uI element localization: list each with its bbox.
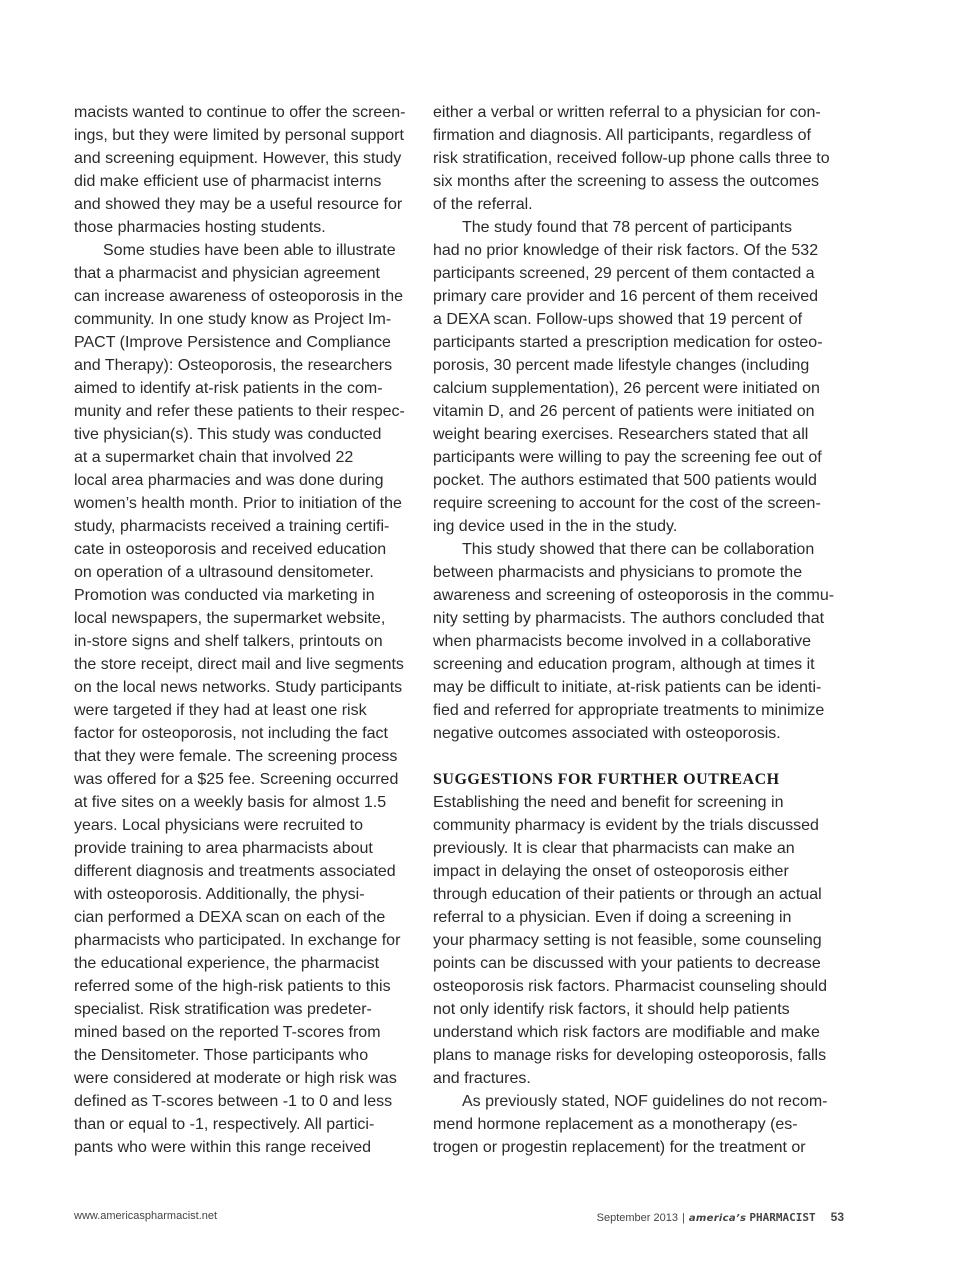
body-text-line: impact in delaying the onset of osteoporosis either <box>433 863 789 880</box>
body-text-line: years. Local physicians were recruited to <box>74 817 364 834</box>
body-text-line: study, pharmacists received a training certifi- <box>74 518 390 535</box>
body-text-line: between pharmacists and physicians to promote the <box>433 564 803 581</box>
body-text-line: pharmacists who participated. In exchange for <box>74 932 401 949</box>
body-text-line: aimed to identify at-risk patients in the com- <box>74 380 383 397</box>
body-text-line: that a pharmacist and physician agreement <box>74 265 380 282</box>
body-text-line: vitamin D, and 26 percent of patients were initiated on <box>433 403 815 420</box>
body-text-line: Some studies have been able to illustrate <box>103 242 396 259</box>
body-text-line: than or equal to -1, respectively. All partici- <box>74 1116 375 1133</box>
body-text-line: participants were willing to pay the screening fee out of <box>433 449 822 466</box>
body-text-line: not only identify risk factors, it should help patients <box>433 1001 790 1018</box>
body-text-line: on operation of a ultrasound densitometer. <box>74 564 374 581</box>
right-column <box>433 101 843 1159</box>
body-text-line: The study found that 78 percent of participants <box>462 219 792 236</box>
body-text-line: in-store signs and shelf talkers, printouts on <box>74 633 383 650</box>
body-text-line: ings, but they were limited by personal support <box>74 127 404 144</box>
body-text-line: through education of their patients or through an actual <box>433 886 822 903</box>
body-text-line: either a verbal or written referral to a physician for con- <box>433 104 821 121</box>
body-text-line: This study showed that there can be collaboration <box>462 541 815 558</box>
page-footer <box>74 1210 844 1226</box>
body-text-line: that they were female. The screening process <box>74 748 398 765</box>
body-text-line: and Therapy): Osteoporosis, the researchers <box>74 357 393 374</box>
body-text-line: ing device used in the in the study. <box>433 518 678 535</box>
body-text-line: screening and education program, although at times it <box>433 656 815 673</box>
issue-date: September 2013 <box>596 1212 678 1224</box>
body-text-line: previously. It is clear that pharmacists can make an <box>433 840 795 857</box>
body-text-line: six months after the screening to assess the outcomes <box>433 173 819 190</box>
body-text-line: the Densitometer. Those participants who <box>74 1047 369 1064</box>
body-text-line: local newspapers, the supermarket website, <box>74 610 386 627</box>
body-text-line: were targeted if they had at least one risk <box>74 702 367 719</box>
body-text-line: a DEXA scan. Follow-ups showed that 19 percent of <box>433 311 803 328</box>
body-text-line: can increase awareness of osteoporosis in the <box>74 288 404 305</box>
body-text-line: cian performed a DEXA scan on each of the <box>74 909 386 926</box>
body-text-line: had no prior knowledge of their risk factors. Of the 532 <box>433 242 819 259</box>
body-text-line: of the referral. <box>433 196 533 213</box>
body-text-line: osteoporosis risk factors. Pharmacist counseling should <box>433 978 827 995</box>
body-text-line: different diagnosis and treatments associated <box>74 863 396 880</box>
page-number: 53 <box>830 1210 844 1224</box>
body-text-line: trogen or progestin replacement) for the treatment or <box>433 1139 806 1156</box>
body-text-line: and showed they may be a useful resource for <box>74 196 403 213</box>
body-text-line: plans to manage risks for developing osteoporosis, falls <box>433 1047 827 1064</box>
body-text-line: women’s health month. Prior to initiation of the <box>74 495 402 512</box>
body-text-line: negative outcomes associated with osteoporosis. <box>433 725 781 742</box>
body-text-line: when pharmacists become involved in a collaborative <box>433 633 811 650</box>
body-text-line: community. In one study know as Project Im- <box>74 311 392 328</box>
body-text-line: participants started a prescription medication for osteo- <box>433 334 823 351</box>
body-text-line: Establishing the need and benefit for screening in <box>433 794 784 811</box>
body-text-line: require screening to account for the cost of the screen- <box>433 495 821 512</box>
publication-brand-name: PHARMACIST <box>749 1211 816 1224</box>
body-text-line: firmation and diagnosis. All participants, regardless of <box>433 127 811 144</box>
body-text-line: were considered at moderate or high risk was <box>74 1070 397 1087</box>
body-text-line: Promotion was conducted via marketing in <box>74 587 375 604</box>
body-text-line: points can be discussed with your patients to decrease <box>433 955 821 972</box>
body-text-line: mend hormone replacement as a monotherapy (es- <box>433 1116 798 1133</box>
body-text-line: did make efficient use of pharmacist interns <box>74 173 382 190</box>
body-text-line: specialist. Risk stratification was predeter- <box>74 1001 372 1018</box>
body-text-line: your pharmacy setting is not feasible, some counseling <box>433 932 822 949</box>
body-text-line: weight bearing exercises. Researchers stated that all <box>433 426 809 443</box>
section-heading: SUGGESTIONS FOR FURTHER OUTREACH <box>433 771 780 788</box>
body-text-line: calcium supplementation), 26 percent were initiated on <box>433 380 820 397</box>
body-text-line: was offered for a $25 fee. Screening occurred <box>74 771 399 788</box>
body-text-line: at a supermarket chain that involved 22 <box>74 449 354 466</box>
body-text-line: risk stratification, received follow-up phone calls three to <box>433 150 830 167</box>
footer-separator: | <box>681 1212 685 1224</box>
body-text-line: the store receipt, direct mail and live segments <box>74 656 404 673</box>
body-text-line: macists wanted to continue to offer the screen- <box>74 104 406 121</box>
body-text-line: awareness and screening of osteoporosis in the commu- <box>433 587 835 604</box>
publication-brand-prefix: america’s <box>688 1213 747 1224</box>
body-text-line: those pharmacies hosting students. <box>74 219 326 236</box>
body-text-line: primary care provider and 16 percent of them received <box>433 288 819 305</box>
body-text-line: cate in osteoporosis and received education <box>74 541 387 558</box>
body-text-line: fied and referred for appropriate treatments to minimize <box>433 702 825 719</box>
body-text-line: may be difficult to initiate, at-risk patients can be identi- <box>433 679 822 696</box>
body-text-line: referred some of the high-risk patients to this <box>74 978 391 995</box>
body-text-line: understand which risk factors are modifiable and make <box>433 1024 820 1041</box>
body-text-line: provide training to area pharmacists about <box>74 840 373 857</box>
body-text-line: the educational experience, the pharmacist <box>74 955 380 972</box>
body-text-line: at five sites on a weekly basis for almost 1.5 <box>74 794 387 811</box>
body-text-line: PACT (Improve Persistence and Compliance <box>74 334 391 351</box>
body-text-line: As previously stated, NOF guidelines do not recom- <box>462 1093 828 1110</box>
body-text-line: defined as T-scores between -1 to 0 and less <box>74 1093 393 1110</box>
left-column <box>74 101 414 1159</box>
body-text-line: porosis, 30 percent made lifestyle changes (including <box>433 357 810 374</box>
body-text-line: on the local news networks. Study participants <box>74 679 403 696</box>
body-text-line: community pharmacy is evident by the trials discussed <box>433 817 819 834</box>
body-text-line: referral to a physician. Even if doing a screening in <box>433 909 792 926</box>
body-text-line: local area pharmacies and was done during <box>74 472 384 489</box>
body-text-line: factor for osteoporosis, not including the fact <box>74 725 388 742</box>
body-text-line: participants screened, 29 percent of them contacted a <box>433 265 815 282</box>
body-text-line: nity setting by pharmacists. The authors concluded that <box>433 610 825 627</box>
body-text-line: and fractures. <box>433 1070 531 1087</box>
body-text-line: with osteoporosis. Additionally, the physi- <box>74 886 365 903</box>
body-text-line: munity and refer these patients to their respec- <box>74 403 405 420</box>
body-text-line: pants who were within this range received <box>74 1139 372 1156</box>
website-link[interactable]: www.americaspharmacist.net <box>74 1210 218 1222</box>
body-text-line: pocket. The authors estimated that 500 patients would <box>433 472 817 489</box>
body-text-line: mined based on the reported T-scores from <box>74 1024 381 1041</box>
footer-issue-info <box>597 1210 844 1224</box>
body-text-line: and screening equipment. However, this study <box>74 150 402 167</box>
body-text-line: tive physician(s). This study was conducted <box>74 426 382 443</box>
